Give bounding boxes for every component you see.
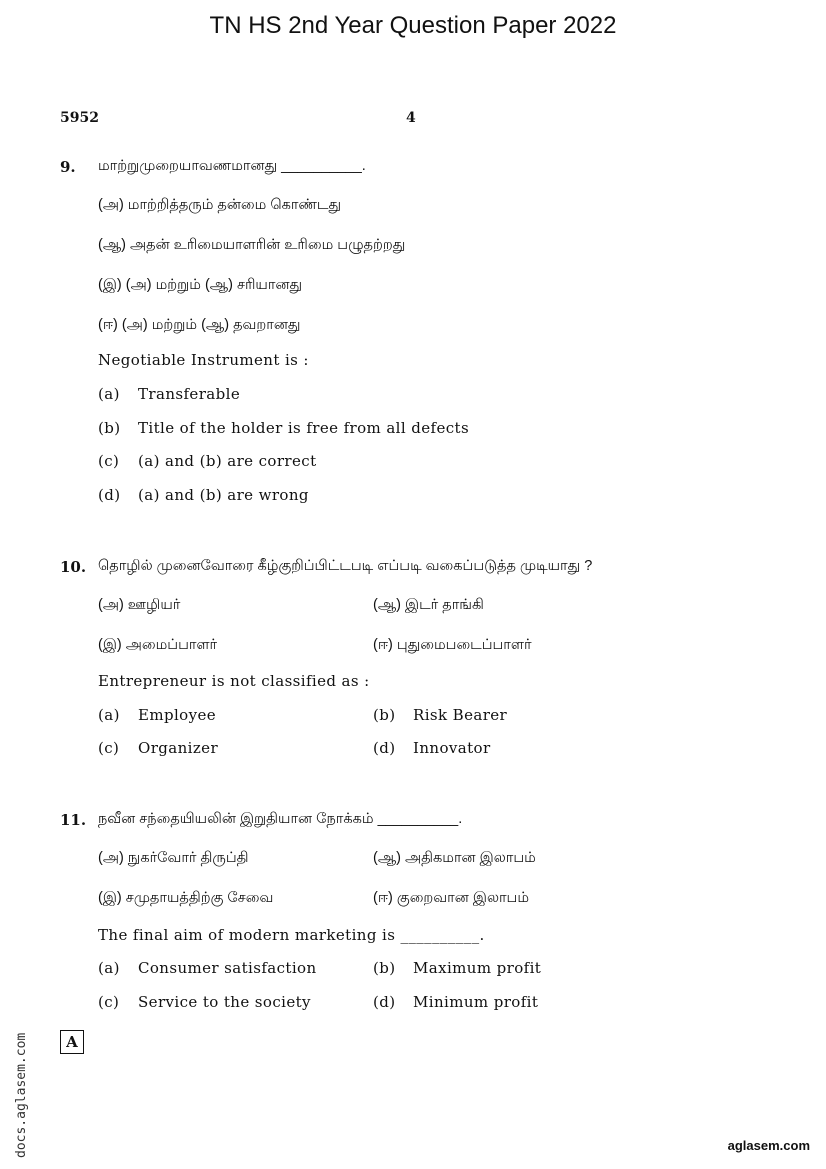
option-text: Risk Bearer (413, 706, 508, 724)
page-number: 4 (406, 110, 416, 126)
paper-code: 5952 (60, 110, 99, 126)
option-label: (d) (373, 993, 396, 1011)
option-label: (a) (98, 959, 120, 977)
option-label: (a) (98, 385, 120, 403)
option-text: Title of the holder is free from all defects (138, 419, 470, 437)
option-text: Transferable (138, 385, 241, 403)
option-label: (c) (98, 993, 120, 1011)
option-text: Employee (138, 706, 217, 724)
option-label: (b) (98, 419, 121, 437)
english-question: Entrepreneur is not classified as : (98, 672, 370, 690)
option-text: Consumer satisfaction (138, 959, 317, 977)
tamil-option: (இ) அமைப்பாளர் (98, 637, 218, 653)
english-question: The final aim of modern marketing is __________. (98, 926, 485, 944)
option-text: Maximum profit (413, 959, 542, 977)
option-text: Service to the society (138, 993, 311, 1011)
tamil-option: (ஈ) புதுமைபடைப்பாளர் (373, 637, 532, 653)
tamil-option: (ஆ) அதிகமான இலாபம் (373, 850, 536, 866)
tamil-question: மாற்றுமுறையாவணமானது __________. (98, 158, 366, 174)
english-question: Negotiable Instrument is : (98, 351, 309, 369)
option-text: Innovator (413, 739, 491, 757)
option-text: Organizer (138, 739, 219, 757)
page-title: TN HS 2nd Year Question Paper 2022 (209, 12, 617, 39)
option-label: (d) (373, 739, 396, 757)
option-text: (a) and (b) are wrong (138, 486, 309, 504)
tamil-option: (இ) (அ) மற்றும் (ஆ) சரியானது (98, 277, 303, 293)
option-label: (b) (373, 706, 396, 724)
tamil-option: (ஆ) இடர் தாங்கி (373, 597, 484, 613)
footer-site-link[interactable]: aglasem.com (727, 1138, 810, 1153)
option-label: (c) (98, 739, 120, 757)
option-text: (a) and (b) are correct (138, 452, 317, 470)
tamil-option: (அ) ஊழியர் (98, 597, 181, 613)
question-number: 9. (60, 158, 76, 176)
option-label: (c) (98, 452, 120, 470)
tamil-question: தொழில் முனைவோரை கீழ்குறிப்பிட்டபடி எப்படி வகைப்படுத்த முடியாது ? (98, 558, 593, 574)
tamil-option: (அ) மாற்றித்தரும் தன்மை கொண்டது (98, 197, 342, 213)
option-label: (d) (98, 486, 121, 504)
question-number: 11. (60, 811, 87, 829)
option-label: (b) (373, 959, 396, 977)
option-label: (a) (98, 706, 120, 724)
tamil-option: (ஆ) அதன் உரிமையாளரின் உரிமை பழுதற்றது (98, 237, 406, 253)
booklet-box-label: A (60, 1030, 84, 1054)
tamil-question: நவீன சந்தையியலின் இறுதியான நோக்கம் __________. (98, 811, 463, 827)
tamil-option: (அ) நுகர்வோர் திருப்தி (98, 850, 249, 866)
option-text: Minimum profit (413, 993, 539, 1011)
tamil-option: (இ) சமுதாயத்திற்கு சேவை (98, 890, 274, 906)
question-number: 10. (60, 558, 87, 576)
side-watermark: docs.aglasem.com (14, 1032, 29, 1158)
tamil-option: (ஈ) (அ) மற்றும் (ஆ) தவறானது (98, 317, 301, 333)
tamil-option: (ஈ) குறைவான இலாபம் (373, 890, 530, 906)
